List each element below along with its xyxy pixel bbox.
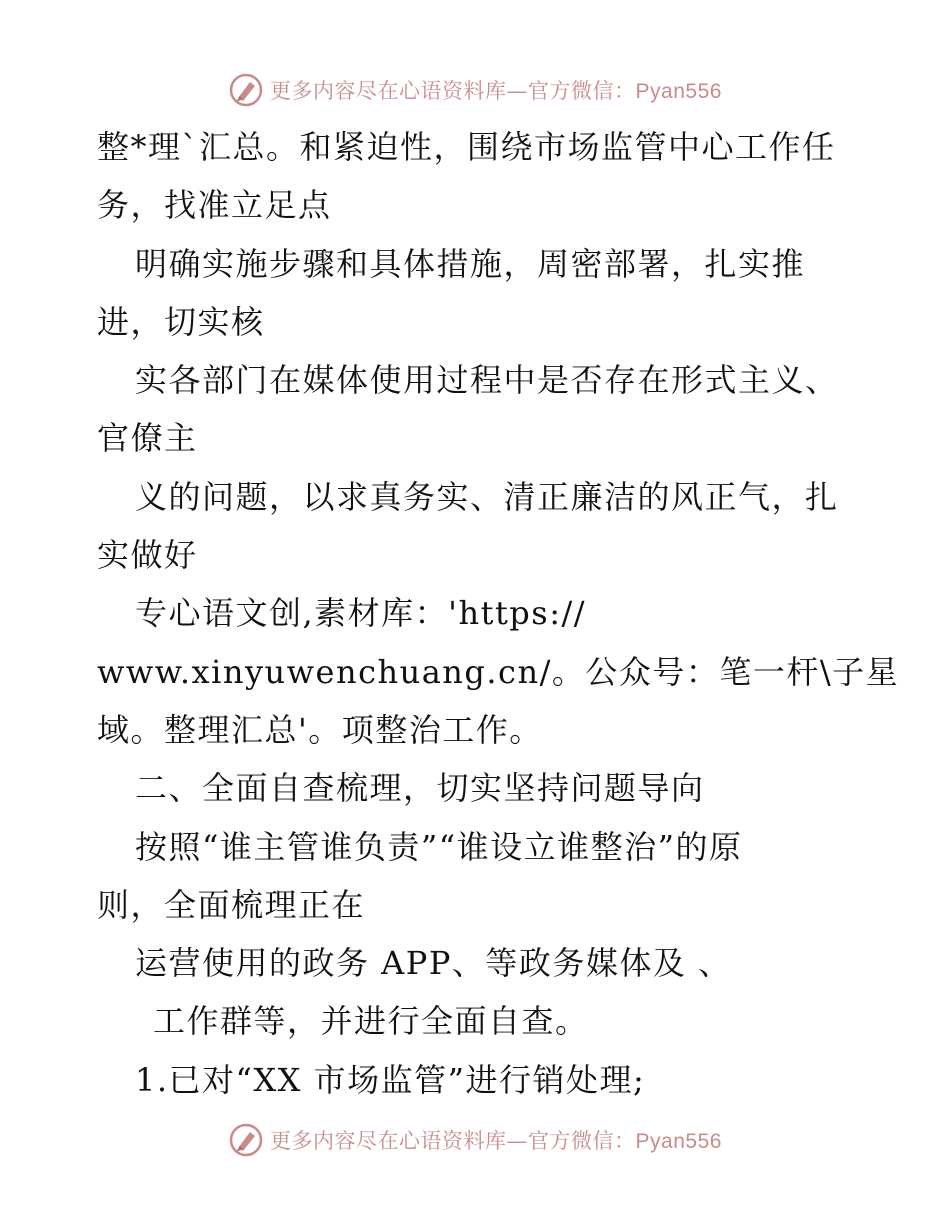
text-line-2: 务，找准立足点: [97, 186, 332, 225]
header-watermark-banner: [0, 70, 950, 110]
footer-watermark: [228, 1122, 722, 1158]
text-line-6: 官僚主: [97, 419, 198, 458]
header-watermark: [228, 72, 722, 108]
text-line-7: 义的问题，以求真务实、清正廉洁的风正气，扎: [135, 477, 839, 516]
text-line-15: 运营使用的政务 APP、等政务媒体及 、: [135, 944, 732, 983]
text-line-3: 明确实施步骤和具体措施，周密部署，扎实推: [135, 244, 806, 283]
section-heading: 二、全面自查梳理，切实坚持问题导向: [135, 769, 705, 808]
text-line-4: 进，切实核: [97, 302, 265, 341]
footer-watermark-text: 更多内容尽在心语资料库—官方微信：: [270, 1129, 636, 1153]
text-line-8: 实做好: [97, 536, 198, 575]
text-line-10: www.xinyuwenchuang.cn/。公众号：笔一杆\子星: [97, 652, 900, 691]
text-line-14: 则，全面梳理正在: [97, 885, 366, 924]
text-line-5: 实各部门在媒体使用过程中是否存在形式主义、: [135, 361, 839, 400]
text-line-13: 按照“谁主管谁负责”“谁设立谁整治”的原: [135, 827, 743, 866]
pen-nib-logo-icon: [228, 72, 264, 108]
text-line-9: 专心语文创,素材库：'https://: [135, 594, 587, 633]
header-wechat-id: Pyan556: [635, 80, 722, 103]
pen-nib-logo-icon: [228, 1122, 264, 1158]
footer-watermark-banner: [0, 1120, 950, 1160]
footer-wechat-id: Pyan556: [635, 1130, 722, 1153]
list-item-1: 1.已对“XX 市场监管”进行销处理;: [135, 1060, 646, 1099]
header-watermark-text: 更多内容尽在心语资料库—官方微信：: [270, 79, 636, 103]
text-line-1: 整*理`汇总。和紧迫性，围绕市场监管中心工作任: [97, 128, 836, 166]
text-line-16: 工作群等，并进行全面自查。: [153, 1002, 589, 1041]
text-line-11: 域。整理汇总'。项整治工作。: [97, 710, 543, 749]
document-body: [97, 118, 900, 1109]
